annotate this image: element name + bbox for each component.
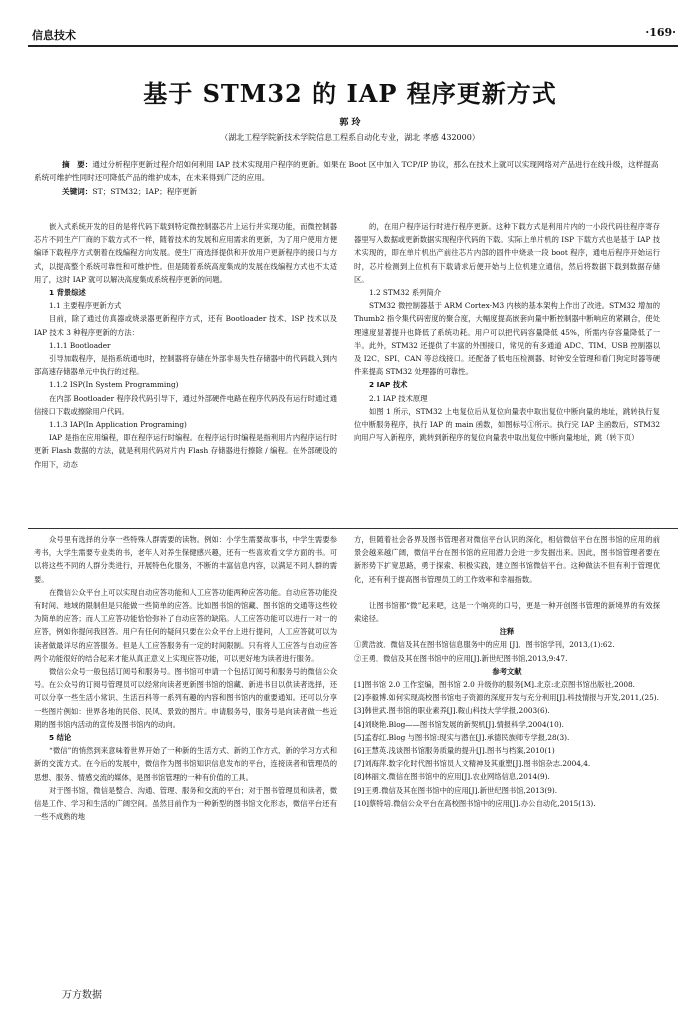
section-heading: 2 IAP 技术 <box>369 380 408 390</box>
reference-item: [8]林丽文.微信在图书馆中的应用[J].农业网络信息,2014(9). <box>354 772 550 782</box>
reference-item: [7]刘海萍.数字化时代图书馆员人文精神及其重塑[J].图书馆杂志.2004,4. <box>354 759 591 769</box>
paragraph: 在内部 Bootloader 程序段代码引导下，通过外部硬件电路在程序代码没有运行时通过通信接口下载或擦除用户代码。 <box>34 393 337 416</box>
paragraph: 目前，除了通过仿真器或烧录器更新程序方式，还有 Bootloader 技术、ISP 技术以及 IAP 技术 3 种程序更新的方法： <box>34 314 337 337</box>
paragraph: IAP 是指在应用编程，即在程序运行时编程。在程序运行时编程是指利用片内程序运行时更新 Flash 数据的方法，就是利用代码对片内 Flash 存储器进行擦除 / 编程。在外部硬设的作用下，动态 <box>34 433 337 469</box>
article-title: 基于 STM32 的 IAP 程序更新方式 <box>143 79 557 108</box>
paragraph: 嵌入式系统开发的目的是将代码下载到特定微控制器芯片上运行并实现功能，而微控制器芯片不同生产厂商的下载方式不一样，随着技术的发展和应用需求的更新，为了用户使用方便编译下载程序方式朝着在线编程方向发展。使生厂商选择提供和开放用户更新程序的接口与方式，以提高整个系统可靠性和可维护性。但是随着系统高度集成的发展在线编程方式也不太适用了，这时 IAP 就可以解决高度集成系统程序更新的问题。 <box>34 222 337 284</box>
keywords-text: ST；STM32；IAP；程序更新 <box>92 187 198 196</box>
paragraph: 微信公众号一般包括订阅号和服务号。图书馆可申请一个包括订阅号和服务号的微信公众号。在公众号的订阅号管理员可以经常向读者更新图书馆的馆藏、新进书目以供读者选择，还可以分享一些生活小常识、生活百科等一系列有趣的内容和图书馆内的重要通知。还可以分享一些图片例如：世界各地的民俗、民风、景致的图片。申请服务号，服务号是向读者做一些近期的图书馆内活动的宣传及图书馆内的动向。 <box>34 667 337 729</box>
article-affiliation: （湖北工程学院新技术学院信息工程系自动化专业，湖北 孝感 432000） <box>220 133 480 142</box>
section-heading: 2.1 IAP 技术原理 <box>369 393 428 403</box>
section-heading: 5 结论 <box>49 733 72 743</box>
section-heading: 1.1.2 ISP(In System Programming) <box>49 380 179 390</box>
reference-item: [10]蔡特培.微信公众平台在高校图书馆中的应用[J].办公自动化,2015(13). <box>354 798 596 808</box>
section-heading: 注释 <box>499 627 515 637</box>
abstract <box>34 158 660 184</box>
column-lower-left <box>34 533 337 965</box>
header-rule <box>28 45 678 47</box>
paragraph: 众号里有选择的分享一些特殊人群需要的读物。例如：小学生需要故事书，中学生需要参考书，大学生需要专业类的书，老年人对养生保健感兴趣，还有一些喜欢看文学方面的书。可以将这些不同的人群分类进行，开展特色化服务，不断的丰富信息内容，以满足不同人群的需要。 <box>34 535 337 584</box>
keywords <box>62 186 197 197</box>
column-lower-right <box>354 533 660 965</box>
paragraph: 对于图书馆，微信是整合、沟通、管理、服务和交流的平台；对于图书管理员和读者，微信是工作、学习和生活的广阔空间。虽然目前作为一种新型的图书馆文化形态，微信平台还有一些不成熟的地 <box>34 785 337 822</box>
section-heading: 1.1.1 Bootloader <box>49 340 111 350</box>
section-heading: 1.2 STM32 系列简介 <box>369 288 442 298</box>
section-divider <box>28 528 678 529</box>
paragraph: 方，但随着社会各界及图书管理者对微信平台认识的深化，相信微信平台在图书馆的应用的前景会越来越广阔，微信平台在图书馆的应用潜力会进一步发掘出来。因此，图书馆管理者要在新形势下扩宽思路，勇于探索、积极实践，建立图书馆微信平台。这种做法不但有利于管理优化，还有利于提高图书管理员工的工作效率和幸福指数。 <box>354 535 660 584</box>
column-upper-right <box>354 220 660 522</box>
reference-item: [2]李毅博.如何实现高校图书馆电子资源的深度开发与充分利用[J].科技情报与开发,2011,(25). <box>354 693 659 703</box>
paragraph: “微信”的悄然到来意味着世界开始了一种新的生活方式、新的工作方式、新的学习方式和新的交流方式。在今后的发展中，微信作为图书馆知识信息发布的平台，连接读者和管理员的思想、服务、情感交流的媒体，是图书馆管理的一种有价值的工具。 <box>34 746 337 782</box>
reference-item: [5]孟春红.Blog 与图书馆:现实与潜在[J].承德民族师专学报,28(3). <box>354 732 570 742</box>
abstract-text: 通过分析程序更新过程介绍如何利用 IAP 技术实现用户程序的更新。如果在 Boot 区中加入 TCP/IP 协议，那么在技术上就可以实现网络对产品进行在线升级，这样提高系统可维护性同时还可降低产品的维护成本，在未来得到广泛的应用。 <box>34 160 659 182</box>
reference-item: [6]王慧英.浅谈图书馆服务质量的提升[J].图书与档案,2010(1) <box>354 746 555 756</box>
paragraph: 的，在用户程序运行时进行程序更新。这种下载方式是利用片内的一小段代码往程序寄存器里写入数据或更新数据实现程序代码的下载。实际上单片机的 ISP 下载方式也是基于 IAP 技术实现的，即在单片机出产前往芯片内部的固件中烧录一段 boot 程序，通电后程序开始运行时，芯片检测到上位机有下载请求后便开始与上位机建立通信，然后将数据下载到数据存储区。 <box>354 222 660 284</box>
paragraph: 让图书馆都“微”起来吧，这是一个响亮的口号，更是一种开创图书管理的新境界的有效探索途径。 <box>354 600 660 624</box>
paragraph: STM32 微控制器基于 ARM Cortex-M3 内核的基本架构上作出了改进。STM32 增加的 Thumb2 指令集代码密度的聚合度，大幅度提高嵌套向量中断控制器中断响应的紧耦合，使处理速度显著提升也降低了系统功耗。用户可以把代码容量降低 45%，所需内存容量降低了一半。此外，STM32 还提供了丰富的外围接口，常见的有多通道 ADC、TIM、USB 控制器以及 I2C、SPI、CAN 等总线接口。还配备了低电压检测器、时钟安全管理和看门狗定时器等硬件来提高 STM32 处理器的可靠性。 <box>354 301 660 377</box>
reference-item: [4]刘晓艳.Blog——图书馆发展的新契机[J].情报科学,2004(10). <box>354 719 564 729</box>
reference-item: [9]王勇.微信及其在图书馆中的应用[J].新世纪图书馆,2013(9). <box>354 785 558 795</box>
reference-item: ①黄浩波．微信及其在图书馆信息服务中的应用 [J]．图书馆学刊，2013,(1):62. <box>354 640 615 650</box>
column-upper-left <box>34 220 337 522</box>
section-heading: 参考文献 <box>492 666 522 676</box>
paragraph-gap <box>354 586 660 599</box>
reference-item: ②王勇．微信及其在图书馆中的应用[J].新世纪图书馆,2013,9:47. <box>354 653 568 663</box>
section-heading: 1 背景综述 <box>49 288 86 298</box>
paragraph: 在微信公众平台上可以实现自动应答功能和人工应答功能两种应答功能。自动应答功能没有时间、地域的限制但是只能做一些简单的应答。比如图书馆的馆藏、图书馆的交通等这些较为简单的应答；而人工应答功能恰恰弥补了自动应答的缺陷。人工应答功能可以进行一对一的应答，例如你提问我回答。用户有任何的疑问只要在公众平台上进行提问，人工应答就可以为读者做最详尽的应答服务。但是人工应答服务有一定的时间限制。只有将人工应答与自动应答两个功能很好的结合起来才能从真正意义上实现应答功能，可以更好地为读者进行服务。 <box>34 587 337 663</box>
article-author: 郭 玲 <box>339 118 361 128</box>
paragraph: 如图 1 所示，STM32 上电复位后从复位向量表中取出复位中断向量的地址，跳转执行复位中断服务程序，执行 IAP 的 main 函数，如图标号①所示。执行完 IAP 主函数后，STM32 向用户写入新程序，跳转到新程序的复位向量表中取出复位中断向量地址，跳（转下页） <box>354 406 660 443</box>
abstract-label: 摘 要： <box>62 160 93 169</box>
section-heading: 1.1.3 IAP(In Application Programing) <box>49 420 187 430</box>
journal-name: 信息技术 <box>32 29 76 42</box>
keywords-label: 关键词： <box>62 187 93 196</box>
watermark-text: 万方数据 <box>62 990 102 1001</box>
reference-item: [1]图书馆 2.0 工作室编，图书馆 2.0 升级你的服务[M].北京:北京图书馆出版社,2008. <box>354 680 635 690</box>
reference-item: [3]韩世武.图书馆的职业素养[J].鞍山科技大学学报,2003(6). <box>354 706 550 716</box>
paragraph: 引导加载程序，是指系统通电时，控制器将存储在外部非易失性存储器中的代码载入到内部高速存储器单元中执行的过程。 <box>34 354 337 377</box>
section-heading: 1.1 主要程序更新方式 <box>49 301 122 311</box>
page-number: ·169· <box>645 26 676 39</box>
